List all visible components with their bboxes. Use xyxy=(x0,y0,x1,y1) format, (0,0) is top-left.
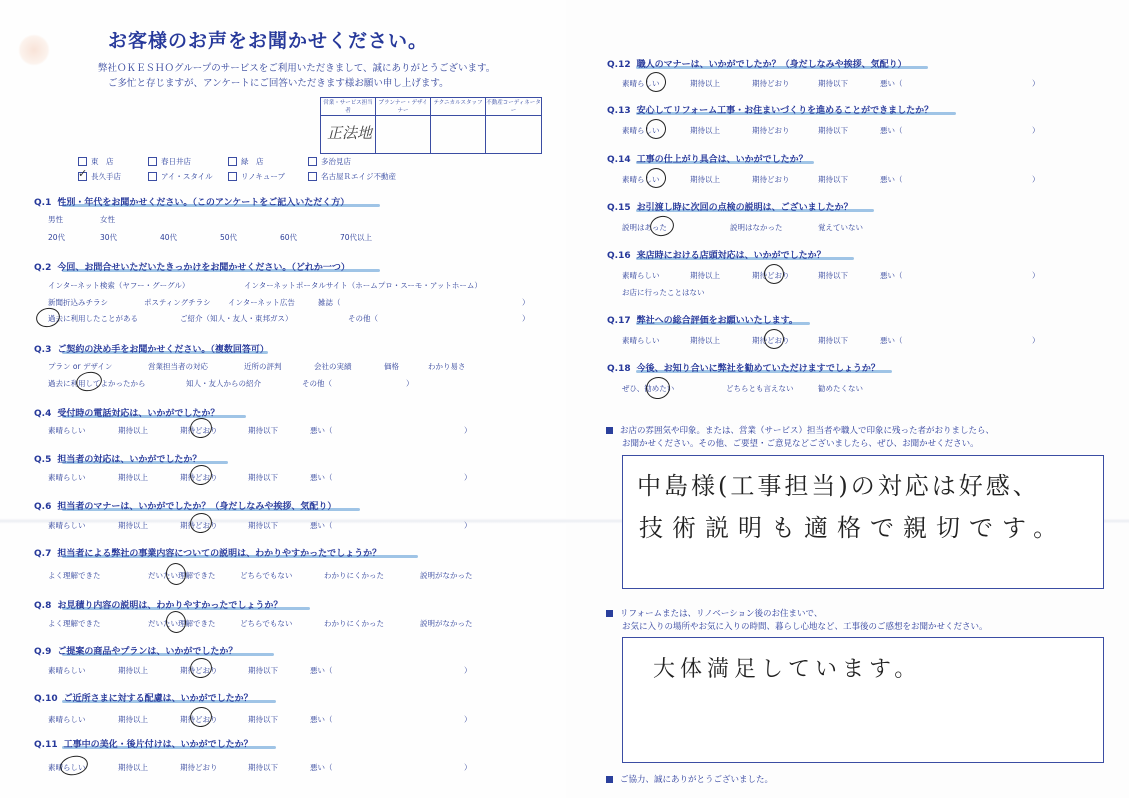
option: ） xyxy=(522,314,530,323)
option[interactable]: 期待以下 xyxy=(248,715,278,724)
option[interactable]: インターネット検索（ヤフー・グーグル） xyxy=(48,281,190,290)
option[interactable]: 雑誌（ xyxy=(318,298,341,307)
option[interactable]: 悪い（ xyxy=(880,175,903,184)
option[interactable]: 期待以下 xyxy=(818,175,848,184)
option[interactable]: 営業担当者の対応 xyxy=(148,362,208,371)
question-q7: Q.7 担当者による弊社の事業内容についての説明は、わかりやすかったでしょうか？ xyxy=(34,549,382,559)
option[interactable]: だいたい理解できた xyxy=(148,619,216,628)
option[interactable]: よく理解できた xyxy=(48,619,101,628)
option[interactable]: お店に行ったことはない xyxy=(622,288,705,297)
option[interactable]: 悪い（ xyxy=(310,763,333,772)
staff-cell[interactable] xyxy=(376,116,431,153)
prompt-text: リフォームまたは、リノベーション後のお住まいで、 xyxy=(620,609,823,619)
option[interactable]: 勧めたくない xyxy=(818,384,863,393)
option[interactable]: よく理解できた xyxy=(48,571,101,580)
question-q9: Q.9 ご提案の商品やプランは、いかがでしたか？ xyxy=(34,647,238,657)
store-option[interactable] xyxy=(308,156,408,167)
option[interactable]: 悪い（ xyxy=(310,521,333,530)
prompt-text: お聞かせください。その他、ご要望・ご意見などございましたら、ぜひ、お聞かせください。 xyxy=(622,439,979,449)
closing-text: ご協力、誠にありがとうございました。 xyxy=(620,775,774,785)
question-q8: Q.8 お見積り内容の説明は、わかりやすかったでしょうか？ xyxy=(34,601,283,611)
checkbox[interactable] xyxy=(148,172,157,181)
staff-header: テクニカルスタッフ xyxy=(431,98,486,116)
option: ） xyxy=(1032,126,1040,135)
checkbox-checked[interactable] xyxy=(78,167,88,181)
question-q4: Q.4 受付時の電話対応は、いかがでしたか？ xyxy=(34,409,220,419)
question-q17: Q.17 弊社への総合評価をお願いいたします。 xyxy=(607,316,798,326)
staff-cell[interactable] xyxy=(431,116,486,153)
option[interactable]: 素晴らしい xyxy=(622,271,660,280)
option[interactable]: 期待どおり xyxy=(752,336,790,345)
option[interactable]: 期待以上 xyxy=(690,271,720,280)
option: ） xyxy=(522,298,530,307)
handwritten-answer-line: 中島様(工事担当)の対応は好感、 xyxy=(637,472,1040,500)
option[interactable]: 期待以上 xyxy=(118,521,148,530)
question-q2: Q.2 今回、お問合せいただいたきっかけをお聞かせください。（どれか一つ） xyxy=(34,263,350,273)
option[interactable]: 期待どおり xyxy=(180,715,218,724)
option: ） xyxy=(464,715,472,724)
option[interactable]: 期待どおり xyxy=(752,175,790,184)
option[interactable]: 説明はあった xyxy=(622,223,667,232)
option: ） xyxy=(1032,271,1040,280)
option[interactable]: どちらとも言えない xyxy=(726,384,794,393)
staff-cell[interactable] xyxy=(486,116,541,153)
option[interactable]: 期待以上 xyxy=(690,336,720,345)
store-option[interactable] xyxy=(308,171,408,182)
question-q1: Q.1 性別・年代をお聞かせください。（このアンケートをご記入いただく方） xyxy=(34,198,350,208)
store-option[interactable] xyxy=(148,171,228,182)
option[interactable]: 会社の実績 xyxy=(314,362,352,371)
option[interactable]: 女性 xyxy=(100,215,115,224)
option[interactable]: プラン or デザイン xyxy=(48,362,113,371)
option[interactable]: 期待以下 xyxy=(248,473,278,482)
handwritten-answer-line: 技術説明も適格で親切です。 xyxy=(639,514,1067,542)
option[interactable]: 期待以上 xyxy=(118,666,148,675)
option[interactable]: 悪い（ xyxy=(310,715,333,724)
store-label: 多治見店 xyxy=(321,157,351,166)
staff-cell[interactable] xyxy=(321,116,376,153)
option[interactable]: 悪い（ xyxy=(880,271,903,280)
checkbox[interactable] xyxy=(78,157,87,166)
option[interactable]: 悪い（ xyxy=(310,666,333,675)
option[interactable]: 期待以上 xyxy=(690,79,720,88)
option[interactable]: ポスティングチラシ xyxy=(144,298,211,307)
question-q14: Q.14 工事の仕上がり具合は、いかがでしたか？ xyxy=(607,155,808,165)
option[interactable]: 期待以下 xyxy=(248,426,278,435)
option[interactable]: 期待以上 xyxy=(690,175,720,184)
option[interactable]: 価格 xyxy=(384,362,399,371)
option[interactable]: その他（ xyxy=(302,379,332,388)
option: ） xyxy=(406,379,414,388)
question-q10: Q.10 ご近所さまに対する配慮は、いかがでしたか？ xyxy=(34,694,253,704)
option[interactable]: 50代 xyxy=(220,233,238,242)
option[interactable]: 期待どおり xyxy=(180,521,218,530)
checkbox[interactable] xyxy=(308,172,317,181)
option[interactable]: 素晴らしい xyxy=(48,473,86,482)
option[interactable]: ご紹介（知人・友人・東邦ガス） xyxy=(180,314,293,323)
option[interactable]: 素晴らしい xyxy=(622,126,660,135)
option[interactable]: 新聞折込みチラシ xyxy=(48,298,108,307)
option[interactable]: インターネットポータルサイト（ホームプロ・スーモ・アットホーム） xyxy=(244,281,482,290)
option[interactable]: 期待以上 xyxy=(118,715,148,724)
option: ） xyxy=(464,763,472,772)
store-label: 長久手店 xyxy=(91,172,121,181)
store-label: 名古屋Ｒエイジ不動産 xyxy=(321,172,396,181)
question-q15: Q.15 お引渡し時に次回の点検の説明は、ございましたか？ xyxy=(607,203,853,213)
option[interactable]: 60代 xyxy=(280,233,298,242)
option: ） xyxy=(1032,79,1040,88)
option[interactable]: 素晴らしい xyxy=(48,666,86,675)
option[interactable]: 素晴らしい xyxy=(48,521,86,530)
option[interactable]: 期待どおり xyxy=(180,763,218,772)
option[interactable]: 悪い（ xyxy=(310,473,333,482)
option[interactable]: 期待以下 xyxy=(818,126,848,135)
option[interactable]: ぜひ、勧めたい xyxy=(622,384,675,393)
store-option[interactable] xyxy=(78,156,148,167)
option: ） xyxy=(464,426,472,435)
option[interactable]: 30代 xyxy=(100,233,118,242)
store-label: リノキューブ xyxy=(241,172,286,181)
option[interactable]: 期待以上 xyxy=(118,426,148,435)
option[interactable]: 期待どおり xyxy=(180,473,218,482)
option[interactable]: 素晴らしい xyxy=(622,175,660,184)
intro-line-2: ご多忙と存じますが、アンケートにご回答いただきます様お願い申し上げます。 xyxy=(108,78,449,89)
option[interactable]: 悪い（ xyxy=(880,126,903,135)
option[interactable]: 説明はなかった xyxy=(730,223,783,232)
store-label: 東 店 xyxy=(91,157,114,166)
comment-box-1[interactable] xyxy=(622,455,1104,589)
option[interactable]: どちらでもない xyxy=(240,619,293,628)
form-title: お客様のお声をお聞かせください。 xyxy=(108,30,429,52)
option: ） xyxy=(464,521,472,530)
comment-prompt-2 xyxy=(606,608,988,634)
question-q11: Q.11 工事中の美化・後片付けは、いかがでしたか？ xyxy=(34,740,253,750)
option[interactable]: 説明がなかった xyxy=(420,619,473,628)
staff-table xyxy=(320,97,542,154)
corner-decoration xyxy=(18,34,50,66)
checkbox[interactable] xyxy=(228,157,237,166)
store-option[interactable] xyxy=(228,171,308,182)
option[interactable]: 悪い（ xyxy=(310,426,333,435)
question-q13: Q.13 安心してリフォーム工事・お住まいづくりを進めることができましたか？ xyxy=(607,106,934,116)
option[interactable]: 期待どおり xyxy=(752,271,790,280)
staff-header: 営業・サービス担当者 xyxy=(321,98,376,116)
handwritten-answer-line: 大体満足しています。 xyxy=(653,657,922,682)
option[interactable]: 素晴らしい xyxy=(622,336,660,345)
option[interactable]: 期待以上 xyxy=(118,473,148,482)
option[interactable]: 期待以下 xyxy=(248,521,278,530)
staff-header: プランナー・デザイナー xyxy=(376,98,431,116)
option[interactable]: どちらでもない xyxy=(240,571,293,580)
option[interactable]: 期待どおり xyxy=(752,79,790,88)
option[interactable]: 覚えていない xyxy=(818,223,863,232)
option[interactable]: 期待どおり xyxy=(180,666,218,675)
option[interactable]: 20代 xyxy=(48,233,66,242)
staff-header: 不動産コーディネーター xyxy=(486,100,541,114)
store-label: 緑 店 xyxy=(241,157,264,166)
option[interactable]: 過去に利用してよかったから xyxy=(48,379,146,388)
option[interactable]: 期待どおり xyxy=(752,126,790,135)
option[interactable]: わかり易さ xyxy=(428,362,466,371)
bullet-square-icon xyxy=(606,610,613,617)
option[interactable]: 素晴らしい xyxy=(48,763,86,772)
option[interactable]: 期待以上 xyxy=(690,126,720,135)
prompt-text: お気に入りの場所やお気に入りの時間、暮らし心地など、工事後のご感想をお聞かせください。 xyxy=(622,622,988,632)
check-mark-icon: ✓ xyxy=(78,167,88,180)
option[interactable]: 素晴らしい xyxy=(48,426,86,435)
option[interactable]: 素晴らしい xyxy=(48,715,86,724)
option[interactable]: 期待以下 xyxy=(818,271,848,280)
checkbox[interactable] xyxy=(148,157,157,166)
option[interactable]: 素晴らしい xyxy=(622,79,660,88)
bullet-square-icon xyxy=(606,776,613,783)
option[interactable]: 近所の評判 xyxy=(244,362,282,371)
store-option[interactable] xyxy=(228,156,308,167)
question-q18: Q.18 今後、お知り合いに弊社を勧めていただけますでしょうか？ xyxy=(607,364,880,374)
option[interactable]: その他（ xyxy=(348,314,378,323)
closing-line xyxy=(606,774,773,787)
option: ） xyxy=(1032,336,1040,345)
comment-box-2[interactable] xyxy=(622,637,1104,763)
option[interactable]: インターネット広告 xyxy=(228,298,295,307)
option: ） xyxy=(1032,175,1040,184)
option[interactable]: わかりにくかった xyxy=(324,619,384,628)
option[interactable]: 過去に利用したことがある xyxy=(48,314,138,323)
option[interactable]: 悪い（ xyxy=(880,336,903,345)
option[interactable]: 期待以上 xyxy=(118,763,148,772)
option[interactable]: 期待以下 xyxy=(248,666,278,675)
question-q5: Q.5 担当者の対応は、いかがでしたか？ xyxy=(34,455,202,465)
option: ） xyxy=(464,666,472,675)
intro-line-1: 弊社ＯＫＥＳＨＯグループのサービスをご利用いただきまして、誠にありがとうございます。 xyxy=(98,63,496,74)
comment-prompt-1 xyxy=(606,425,994,451)
question-q16: Q.16 来店時における店頭対応は、いかがでしたか？ xyxy=(607,251,826,261)
option[interactable]: わかりにくかった xyxy=(324,571,384,580)
prompt-text: お店の雰囲気や印象。または、営業（サービス）担当者や職人で印象に残った者がおりましたら、 xyxy=(620,426,995,436)
checkbox[interactable] xyxy=(228,172,237,181)
question-q6: Q.6 担当者のマナーは、いかがでしたか？（身だしなみや挨拶、気配り） xyxy=(34,502,337,512)
option[interactable]: 期待以下 xyxy=(818,79,848,88)
option[interactable]: 知人・友人からの紹介 xyxy=(186,379,261,388)
store-checklist xyxy=(78,156,408,182)
question-q12: Q.12 職人のマナーは、いかがでしたか？（身だしなみや挨拶、気配り） xyxy=(607,60,907,70)
option[interactable]: 40代 xyxy=(160,233,178,242)
option: ） xyxy=(464,473,472,482)
staff-signature: 正法地 xyxy=(327,124,373,142)
store-option[interactable] xyxy=(78,167,148,182)
question-q3: Q.3 ご契約の決め手をお聞かせください。（複数回答可） xyxy=(34,345,269,355)
store-label: アイ・スタイル xyxy=(161,172,213,181)
option[interactable]: 悪い（ xyxy=(880,79,903,88)
store-label: 春日井店 xyxy=(161,157,191,166)
checkbox[interactable] xyxy=(308,157,317,166)
option[interactable]: 期待以下 xyxy=(818,336,848,345)
option[interactable]: 期待どおり xyxy=(180,426,218,435)
option[interactable]: 男性 xyxy=(48,215,63,224)
option[interactable]: 70代以上 xyxy=(340,233,373,242)
store-option[interactable] xyxy=(148,156,228,167)
bullet-square-icon xyxy=(606,427,613,434)
option[interactable]: 説明がなかった xyxy=(420,571,473,580)
option[interactable]: だいたい理解できた xyxy=(148,571,216,580)
option[interactable]: 期待以下 xyxy=(248,763,278,772)
